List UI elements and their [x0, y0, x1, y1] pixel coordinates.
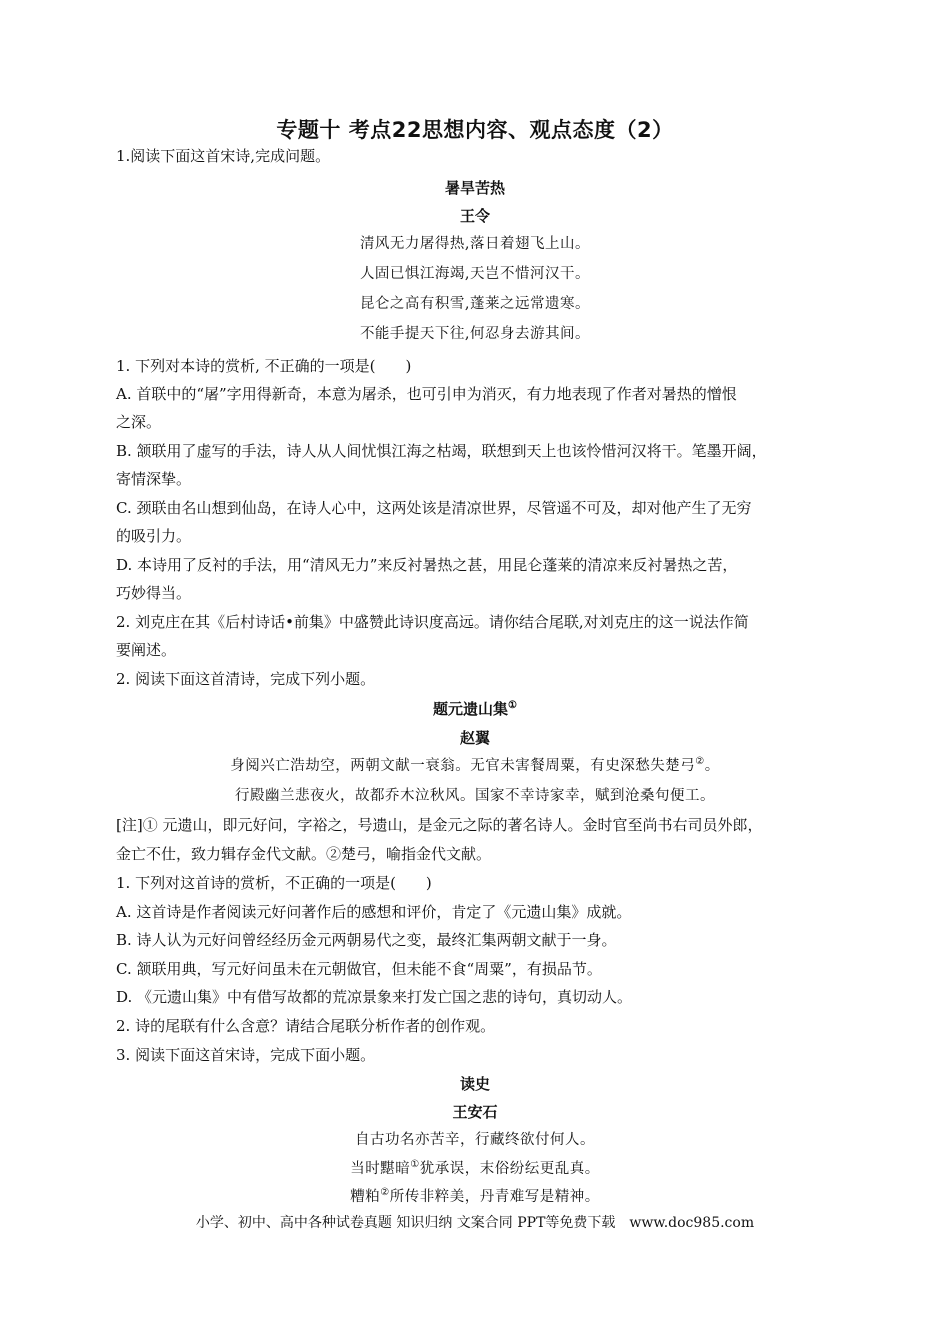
q1-poem-title: 暑旱苦热: [444, 179, 505, 197]
q1-option-b-cont: 寄情深挚。: [116, 470, 192, 488]
q1-option-d: D. 本诗用了反衬的手法，用“清风无力”来反衬暑热之甚，用昆仑蓬莱的清凉来反衬暑热之苦，: [116, 556, 738, 574]
note-mark: ①: [410, 1159, 420, 1170]
note-mark: ②: [695, 756, 705, 767]
q2-intro: 2. 阅读下面这首清诗，完成下列小题。: [116, 670, 376, 688]
q3-author: 王安石: [452, 1103, 498, 1121]
q2-poem-line-1-end: 。: [704, 758, 720, 774]
q2-poem-line-1-text: 身阅兴亡浩劫空，两朝文献一衰翁。无官未害餐周粟，有史深愁失楚弓: [230, 758, 696, 774]
q3-poem-line-3: [0, 1187, 950, 1207]
q1-option-d-cont: 巧妙得当。: [116, 584, 192, 602]
q2-option-b: B. 诗人认为元好问曾经经历金元两朝易代之变，最终汇集两朝文献于一身。: [116, 931, 617, 949]
q1-author: 王令: [459, 207, 490, 225]
q1-poem-line-4: 不能手提天下往,何忍身去游其间。: [359, 326, 591, 342]
q1-intro: 1.阅读下面这首宋诗,完成问题。: [116, 147, 331, 165]
q1-sub2-cont: 要阐述。: [116, 641, 177, 659]
q1-poem-line-3: 昆仑之高有积雪,蓬莱之远常遗寒。: [359, 296, 591, 312]
q1-option-c-cont: 的吸引力。: [116, 527, 192, 545]
q2-option-c: C. 颔联用典，写元好问虽未在元朝做官，但未能不食“周粟”，有损品节。: [116, 960, 602, 978]
q2-sub1-stem: 1. 下列对这首诗的赏析，不正确的一项是( ): [116, 874, 432, 892]
q3-poem-line-3b: 所传非粹美，丹青难写是精神。: [389, 1189, 600, 1205]
q3-poem-line-2b: 犹承误，末俗纷纭更乱真。: [419, 1161, 600, 1177]
q2-notes: [注]① 元遗山，即元好问，字裕之，号遗山，是金元之际的著名诗人。金时官至尚书右司员外郎，: [116, 816, 763, 834]
q1-poem-line-2: 人固已惧江海竭,天岂不惜河汉干。: [359, 266, 591, 282]
q3-poem-line-3a: 糟粕: [350, 1189, 381, 1205]
q2-poem-title: [0, 699, 950, 719]
q3-poem-line-1: 自古功名亦苦辛，行藏终欲付何人。: [355, 1132, 595, 1148]
q1-poem-line-1: 清风无力屠得热,落日着翅飞上山。: [359, 236, 591, 252]
q2-poem-line-1: [0, 756, 950, 776]
page-footer: 小学、初中、高中各种试卷真题 知识归纳 文案合同 PPT等免费下载 www.doc985.com: [195, 1215, 755, 1231]
q3-poem-line-2: [0, 1159, 950, 1179]
q2-poem-line-2: 行殿幽兰悲夜火，故都乔木泣秋风。国家不幸诗家幸，赋到沧桑句便工。: [235, 788, 715, 804]
q2-option-a: A. 这首诗是作者阅读元好问著作后的感想和评价，肯定了《元遗山集》成就。: [116, 903, 632, 921]
note-mark: ①: [508, 700, 517, 711]
q2-author: 赵翼: [459, 729, 490, 747]
q2-option-d: D. 《元遗山集》中有借写故都的荒凉景象来打发亡国之悲的诗句，真切动人。: [116, 988, 633, 1006]
q2-poem-title-text: 题元遗山集: [433, 700, 509, 718]
q1-sub2: 2. 刘克庄在其《后村诗话•前集》中盛赞此诗识度高远。请你结合尾联,对刘克庄的这一说法作简: [116, 613, 749, 631]
q2-sub2: 2. 诗的尾联有什么含意？请结合尾联分析作者的创作观。: [116, 1017, 496, 1035]
q1-option-b: B. 颔联用了虚写的手法，诗人从人间忧惧江海之枯竭，联想到天上也该怜惜河汉将干。笔墨开阔，: [116, 442, 767, 460]
q1-option-c: C. 颈联由名山想到仙岛，在诗人心中，这两处该是清凉世界，尽管遥不可及，却对他产生了无穷: [116, 499, 752, 517]
page-title: 专题十 考点22思想内容、观点态度（2）: [276, 118, 674, 142]
q2-notes-cont: 金亡不仕，致力辑存金代文献。②楚弓，喻指金代文献。: [116, 845, 492, 863]
q3-poem-title: 读史: [459, 1075, 490, 1093]
q3-intro: 3. 阅读下面这首宋诗，完成下面小题。: [116, 1046, 376, 1064]
q1-option-a: A. 首联中的“屠”字用得新奇，本意为屠杀，也可引申为消灭，有力地表现了作者对暑热的憎恨: [116, 385, 737, 403]
q3-poem-line-2a: 当时黮暗: [350, 1161, 411, 1177]
note-mark: ②: [380, 1187, 390, 1198]
q1-option-a-cont: 之深。: [116, 413, 162, 431]
q1-sub1-stem: 1. 下列对本诗的赏析, 不正确的一项是( ): [116, 357, 412, 375]
